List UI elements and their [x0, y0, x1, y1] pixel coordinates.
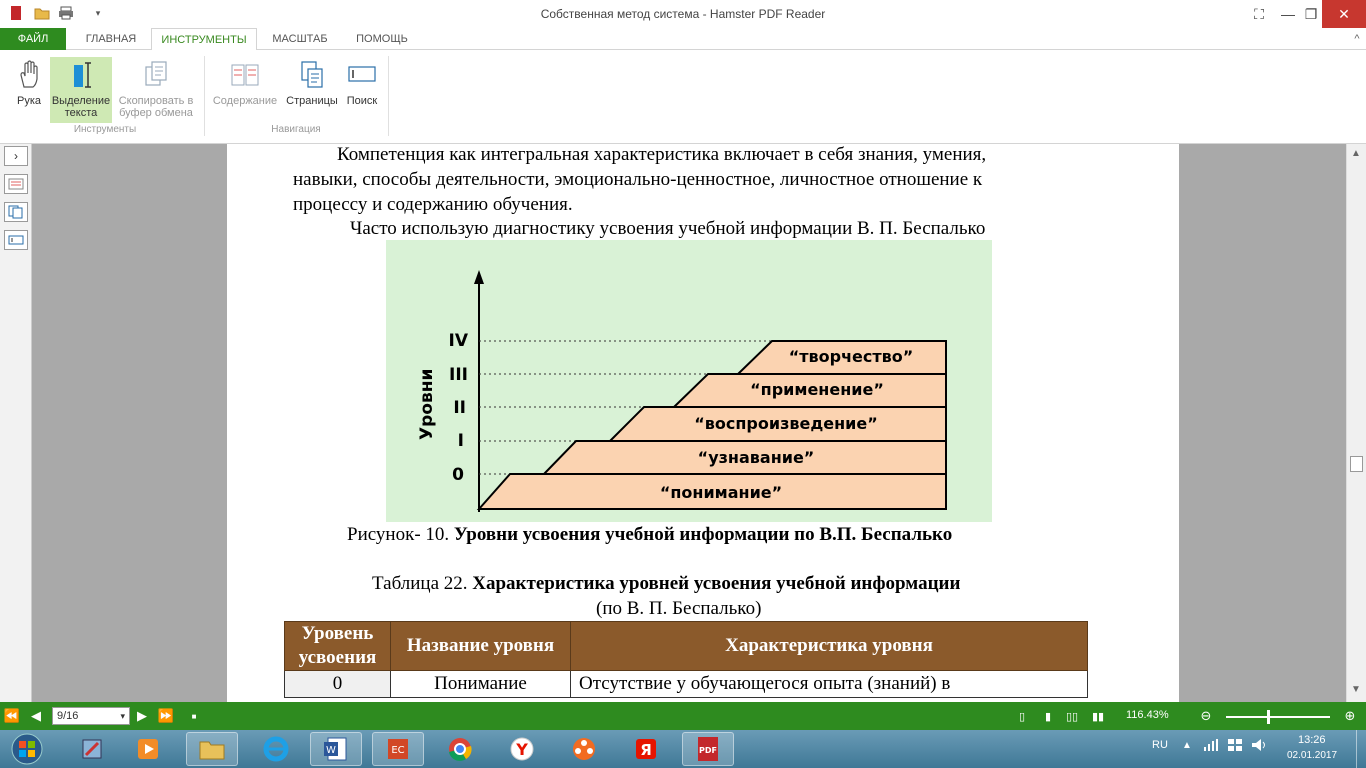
taskbar-app-yandex[interactable]: [620, 732, 672, 766]
prev-page-icon[interactable]: ◀: [31, 708, 41, 723]
tab-tools[interactable]: ИНСТРУМЕНТЫ: [151, 28, 257, 51]
tools-group-label: Инструменты: [73, 124, 137, 135]
media-player-icon: [135, 736, 161, 762]
contents-label: Содержание: [212, 95, 278, 107]
hand-icon: [16, 59, 42, 91]
zoom-slider-thumb[interactable]: [1267, 710, 1270, 724]
taskbar-app-yandex-browser[interactable]: [496, 732, 548, 766]
close-button[interactable]: ✕: [1322, 0, 1366, 28]
level-label: IV: [448, 331, 468, 351]
fullscreen-icon[interactable]: ⛶: [1254, 5, 1264, 22]
table-caption-prefix: Таблица 22.: [372, 573, 473, 594]
cell-name: Понимание: [391, 671, 571, 698]
text-cursor-icon: [68, 59, 94, 91]
continuous-page-icon[interactable]: ▮: [1044, 710, 1052, 723]
table-header-row: [285, 622, 1088, 671]
step-label: “понимание”: [659, 483, 783, 502]
ribbon-separator: [388, 56, 389, 136]
hand-tool-label: Рука: [16, 95, 41, 107]
scroll-thumb[interactable]: [1350, 456, 1363, 472]
flag-icon[interactable]: [1228, 739, 1242, 754]
copy-clipboard-button[interactable]: [114, 57, 198, 123]
taskbar-app-word[interactable]: [310, 732, 362, 766]
search-icon: [347, 59, 377, 91]
folder-icon: [198, 736, 226, 762]
contents-button[interactable]: [210, 57, 280, 123]
figure-caption-prefix: Рисунок- 10.: [347, 524, 454, 545]
yandex-browser-icon: [508, 735, 536, 763]
zoom-level: 116.43%: [1126, 709, 1169, 721]
taskbar-app-media[interactable]: [122, 732, 174, 766]
zoom-slider[interactable]: [1226, 716, 1330, 718]
reel-icon: [570, 735, 598, 763]
navigation-group-label: Навигация: [271, 124, 321, 135]
minimize-button[interactable]: —: [1281, 6, 1295, 22]
yandex-icon: [632, 735, 660, 763]
document-viewer[interactable]: [32, 144, 1346, 702]
expand-panel-icon[interactable]: ›: [4, 146, 28, 166]
taskbar-app-presentation[interactable]: [372, 732, 424, 766]
level-label: II: [453, 398, 466, 418]
customize-icon[interactable]: ▾: [95, 7, 101, 18]
tray-expand-icon[interactable]: ▲: [1182, 740, 1192, 751]
svg-text:W: W: [326, 745, 336, 756]
step-label: “применение”: [750, 380, 884, 399]
y-axis-arrow: [474, 270, 484, 284]
window-title: Собственная метод система - Hamster PDF Reader: [540, 7, 826, 21]
svg-text:Y: Y: [516, 740, 528, 759]
signal-icon[interactable]: [1204, 739, 1218, 754]
stop-icon[interactable]: ■: [191, 711, 197, 721]
ribbon-separator: [204, 56, 205, 136]
search-button[interactable]: [343, 57, 381, 123]
paragraph-line: Компетенция как интегральная характеристика включает в себя знания, умения,: [337, 144, 987, 165]
tab-zoom[interactable]: МАСШТАБ: [272, 33, 328, 45]
last-page-icon[interactable]: ⏩: [157, 708, 175, 723]
scroll-up-icon[interactable]: ▲: [1351, 148, 1361, 159]
show-desktop-button[interactable]: [1356, 730, 1366, 768]
tab-home[interactable]: ГЛАВНАЯ: [85, 33, 137, 45]
copy-clipboard-label-2: буфер обмена: [119, 107, 193, 119]
level-label: 0: [452, 465, 464, 485]
vertical-scrollbar[interactable]: [1346, 144, 1366, 702]
left-sidebar: [0, 144, 32, 702]
single-page-icon[interactable]: ▯: [1018, 710, 1026, 723]
paragraph-line: Часто использую диагностику усвоения учебной информации В. П. Беспалько: [350, 218, 986, 239]
levels-diagram: [386, 240, 992, 522]
y-axis-label: Уровни: [417, 368, 437, 440]
select-text-label-1: Выделение: [51, 95, 111, 107]
ribbon: [0, 50, 1366, 144]
table-caption-sub: (по В. П. Беспалько): [596, 598, 762, 619]
ribbon-tabs: [0, 28, 1366, 50]
table-caption-title: Характеристика уровней усвоения учебной информации: [472, 573, 961, 594]
clock-time[interactable]: 13:26: [1298, 734, 1326, 746]
copy-icon: [141, 59, 171, 91]
level-label: III: [449, 365, 468, 385]
pages-icon: [297, 59, 327, 91]
windows-start-icon: [10, 732, 44, 766]
step-label: “воспроизведение”: [694, 414, 878, 433]
svg-text:Я: Я: [640, 741, 652, 759]
header-level: Уровень усвоения: [285, 622, 391, 671]
step-label: “творчество”: [788, 347, 914, 366]
zoom-out-icon[interactable]: ⊖: [1200, 708, 1212, 723]
tools-app-icon: [79, 736, 105, 762]
taskbar-app-ie[interactable]: [250, 732, 302, 766]
volume-icon[interactable]: [1252, 739, 1268, 754]
pages-label: Страницы: [286, 95, 338, 107]
zoom-in-icon[interactable]: ⊕: [1344, 708, 1356, 723]
tab-file[interactable]: ФАЙЛ: [0, 28, 66, 50]
presentation-icon: [384, 736, 412, 762]
pages-button[interactable]: [283, 57, 341, 123]
level-label: I: [457, 431, 464, 451]
taskbar-app-explorer[interactable]: [186, 732, 238, 766]
internet-explorer-icon: [262, 735, 290, 763]
contents-panel-icon[interactable]: [4, 174, 28, 194]
paragraph-line: процессу и содержанию обучения.: [293, 194, 573, 215]
first-page-icon[interactable]: ⏪: [3, 708, 21, 723]
taskbar: [0, 730, 1366, 768]
maximize-button[interactable]: ❐: [1304, 5, 1318, 22]
title-bar: [0, 0, 1366, 28]
table-caption: [372, 573, 960, 595]
svg-text:PDF: PDF: [699, 746, 717, 755]
search-label: Поиск: [346, 95, 378, 107]
cell-desc: Отсутствие у обучающегося опыта (знаний) в: [571, 671, 1088, 698]
word-icon: [322, 736, 350, 762]
page-number-select[interactable]: [52, 707, 130, 725]
taskbar-app-pdf[interactable]: [682, 732, 734, 766]
paragraph-line: навыки, способы деятельности, эмоционально-ценностное, личностное отношение к: [293, 169, 983, 190]
header-name: Название уровня: [391, 622, 571, 671]
figure-caption: [347, 524, 952, 546]
status-bar: [0, 702, 1366, 730]
copy-clipboard-label-1: Скопировать в: [118, 95, 194, 107]
two-page-icon[interactable]: ▯▯: [1065, 710, 1079, 723]
two-page-continuous-icon[interactable]: ▮▮: [1091, 710, 1105, 723]
next-page-icon[interactable]: ▶: [137, 708, 147, 723]
collapse-ribbon-icon[interactable]: ^: [1354, 33, 1360, 45]
cell-level: 0: [285, 671, 391, 698]
start-button[interactable]: [4, 732, 50, 766]
page-number-value: 9/16: [57, 710, 79, 722]
hand-tool-button[interactable]: [10, 57, 48, 123]
step-label: “узнавание”: [697, 448, 815, 467]
header-desc: Характеристика уровня: [571, 622, 1088, 671]
pdf-reader-icon: [694, 735, 722, 763]
pdf-page: [227, 144, 1179, 702]
taskbar-app-tools[interactable]: [66, 732, 118, 766]
clock-date[interactable]: 02.01.2017: [1287, 750, 1338, 761]
taskbar-app-chrome[interactable]: [434, 732, 486, 766]
chevron-down-icon: ▾: [120, 711, 125, 721]
search-panel-icon[interactable]: [4, 230, 28, 250]
language-indicator[interactable]: RU: [1152, 739, 1168, 751]
svg-text:EC: EC: [391, 745, 405, 756]
select-text-button[interactable]: [50, 57, 112, 123]
chrome-icon: [446, 735, 474, 763]
levels-table: [284, 621, 1088, 698]
scroll-down-icon[interactable]: ▼: [1351, 684, 1361, 695]
figure-caption-title: Уровни усвоения учебной информации по В.П. Беспалько: [453, 524, 953, 545]
table-row: [285, 671, 1088, 698]
tab-help[interactable]: ПОМОЩЬ: [356, 33, 408, 45]
taskbar-app-player[interactable]: [558, 732, 610, 766]
contents-icon: [229, 59, 261, 91]
select-text-label-2: текста: [64, 107, 98, 119]
pages-panel-icon[interactable]: [4, 202, 28, 222]
